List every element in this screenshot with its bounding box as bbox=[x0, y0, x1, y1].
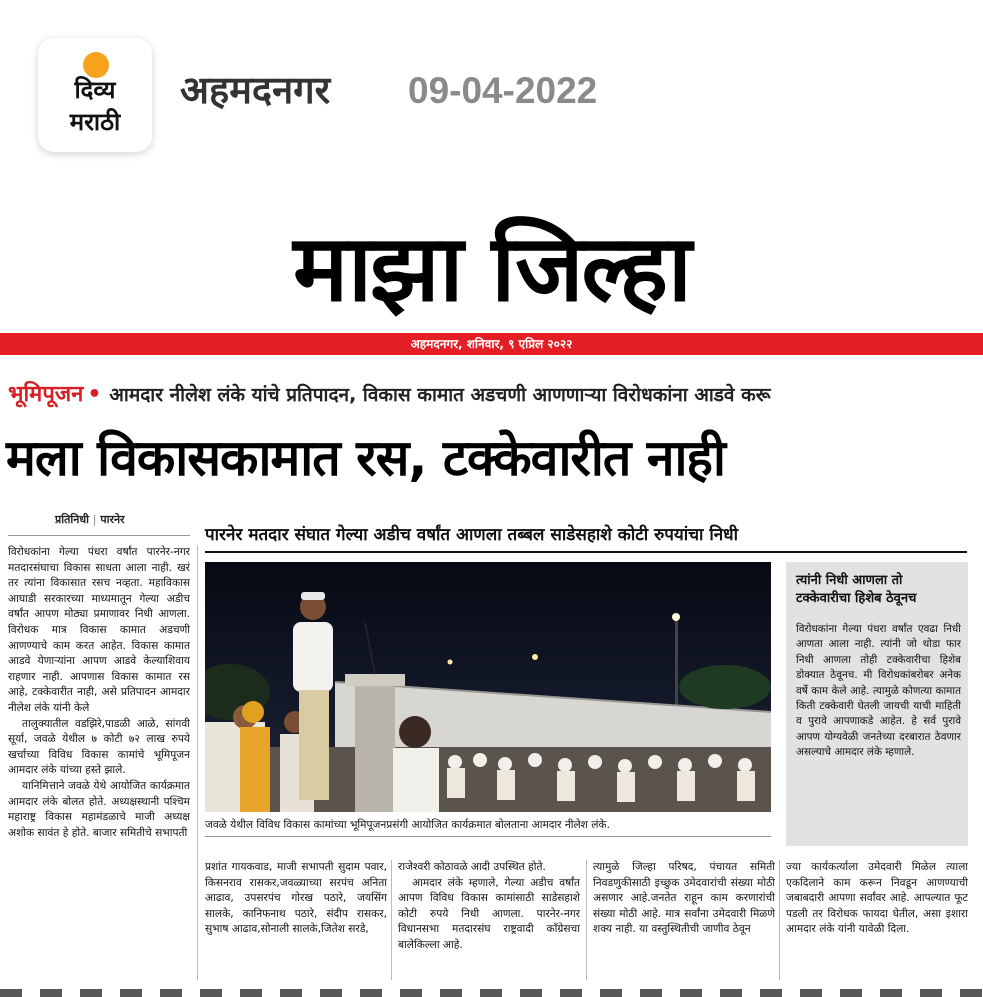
paragraph: आमदार लंके म्हणाले, गेल्या अडीच वर्षांत आपण विविध विकास कामांसाठी साडेसहाशे कोटी रुपये निधी आणला. पारनेर-नगर विधानसभा मतदारसंघ राष्ट्रवादी कॉंग्रेसचा बालेकिल्ला आहे. bbox=[398, 876, 580, 951]
app-header bbox=[0, 0, 983, 185]
edition-date[interactable]: 09-04-2022 bbox=[408, 70, 598, 111]
article-column-2: प्रशांत गायकवाड, माजी सभापती सुदाम पवार, किसनराव रासकर,जवळ्याच्या सरपंच अनिता आढाव, उपसरपंच गोरख पठारे, जयसिंग सालके, कानिफनाथ पठारे, संदीप रासकर, सुभाष आढाव,सोनाली सालके,जितेश सरडे, bbox=[205, 861, 387, 936]
column-divider bbox=[391, 860, 392, 980]
page-masthead: माझा जिल्हा bbox=[293, 215, 690, 322]
divider bbox=[8, 535, 190, 536]
article-strapline: आमदार नीलेश लंके यांचे प्रतिपादन, विकास कामात अडचणी आणणाऱ्या विरोधकांना आडवे करू bbox=[109, 384, 771, 406]
paragraph: विरोधकांना गेल्या पंधरा वर्षांत पारनेर-नगर मतदारसंघाचा विकास साधता आला नाही. खरं तर त्यांना विकासात रसच नव्हता. महाविकास आघाडी सरकारच्या माध्यमातून गेल्या अडीच वर्षांत आपण मोठ्या प्रमाणावर निधी आणला. विरोधक मात्र विकास कामात अडचणी आणण्याचे काम करत आहेत. विकास कामात आडवे येणाऱ्यांना आपण आडवे केल्याशिवाय राहणार नाही. आपणास विकास कामात रस आहे, टक्केवारीत नाही, असे प्रतिपादन आमदार नीलेश लंके यांनी केले bbox=[8, 546, 190, 714]
article-column-1 bbox=[8, 545, 190, 975]
column-divider bbox=[586, 860, 587, 980]
sidebar-box-body: विरोधकांना गेल्या पंधरा वर्षांत एवढा निधी आणता आला नाही. त्यांनी जो थोडा फार निधी आणला तोही टक्केवारीचा हिशेब डोक्यात ठेवूनच. मी विरोधकांबरोबर अनेक वर्षे काम केले आहे. त्यामुळे कोणत्या कामात किती टक्केवारी घेतली जायची याची माहिती व पुरावे आपणाकडे आहेत. हे सर्व पुरावे आपण योग्यवेळी जनतेच्या दरबारात ठेवणार असल्याचे आमदार लंके म्हणाले. bbox=[796, 623, 961, 759]
dateline-bar bbox=[0, 333, 983, 355]
byline-separator: | bbox=[92, 513, 97, 526]
logo-sun-icon bbox=[83, 52, 109, 78]
epaper-page bbox=[0, 185, 983, 997]
logo-text-line1: दिव्य bbox=[74, 76, 116, 104]
divider bbox=[205, 836, 771, 837]
bullet-icon: • bbox=[87, 382, 102, 407]
article-headline[interactable]: मला विकासकामात रस, टक्केवारीत नाही bbox=[6, 429, 725, 487]
paragraph: तालुक्यातील वडझिरे,पाडळी आळे, सांगवी सूर्या, जवळे येथील ७ कोटी ७२ लाख रुपये खर्चाच्या विविध विकास कामांचे भूमिपूजन आमदार लंके यांच्या हस्ते झाले. bbox=[8, 717, 190, 777]
event-photo-illustration bbox=[205, 562, 771, 812]
column-divider bbox=[197, 545, 198, 980]
article-photo[interactable] bbox=[205, 562, 771, 812]
divya-marathi-logo[interactable] bbox=[38, 38, 152, 152]
sidebar-box bbox=[786, 562, 968, 846]
article-column-5: ज्या कार्यकर्त्याला उमेदवारी मिळेल त्याला एकदिलाने काम करून निवडून आणण्याची जबाबदारी आपणा सर्वांवर आहे. आपल्यात फूट पडली तर विरोधक फायदा घेतील, असा इशारा आमदार लंके यांनी यावेळी दिला. bbox=[786, 861, 968, 936]
divider bbox=[205, 551, 967, 553]
byline-place: पारनेर bbox=[100, 513, 125, 526]
article-column-3 bbox=[398, 860, 580, 980]
article-byline bbox=[55, 512, 125, 528]
article-kicker-row bbox=[8, 378, 978, 412]
sidebar-box-title: त्यांनी निधी आणला तो टक्केवारीचा हिशेब ठेवूनच bbox=[796, 573, 917, 606]
paragraph: राजेश्वरी कोठावळे आदी उपस्थित होते. bbox=[398, 861, 546, 873]
photo-caption: जवळे येथील विविध विकास कामांच्या भूमिपूजनप्रसंगी आयोजित कार्यक्रमात बोलताना आमदार नीलेश लंके. bbox=[205, 819, 610, 831]
column-divider bbox=[779, 860, 780, 980]
article-subheadline: पारनेर मतदार संघात गेल्या अडीच वर्षांत आणला तब्बल साडेसहाशे कोटी रुपयांचा निधी bbox=[205, 525, 739, 545]
logo-text-line2: मराठी bbox=[69, 108, 121, 136]
article-column-4: त्यामुळे जिल्हा परिषद, पंचायत समिती निवडणुकीसाठी इच्छुक उमेदवारांची संख्या मोठी असणार आहे.जनतेत राहून काम करणारांची संख्या मोठी आहे. मात्र सर्वांना उमेदवारी मिळणे शक्य नाही. या वस्तुस्थितीची जाणीव ठेवून bbox=[593, 861, 775, 936]
article-kicker: भूमिपूजन bbox=[8, 382, 84, 407]
byline-name: प्रतिनिधी bbox=[55, 513, 89, 526]
next-article-cutoff bbox=[0, 989, 983, 997]
paragraph: यानिमित्ताने जवळे येथे आयोजित कार्यक्रमात आमदार लंके बोलत होते. अध्यक्षस्थानी पश्चिम महाराष्ट्र विकास महामंडळाचे माजी अध्यक्ष अशोक सावंत हे होते. बाजार समितीचे सभापती bbox=[8, 779, 190, 839]
dateline-text: अहमदनगर, शनिवार, ९ एप्रिल २०२२ bbox=[410, 337, 573, 351]
edition-city[interactable]: अहमदनगर bbox=[180, 68, 331, 112]
